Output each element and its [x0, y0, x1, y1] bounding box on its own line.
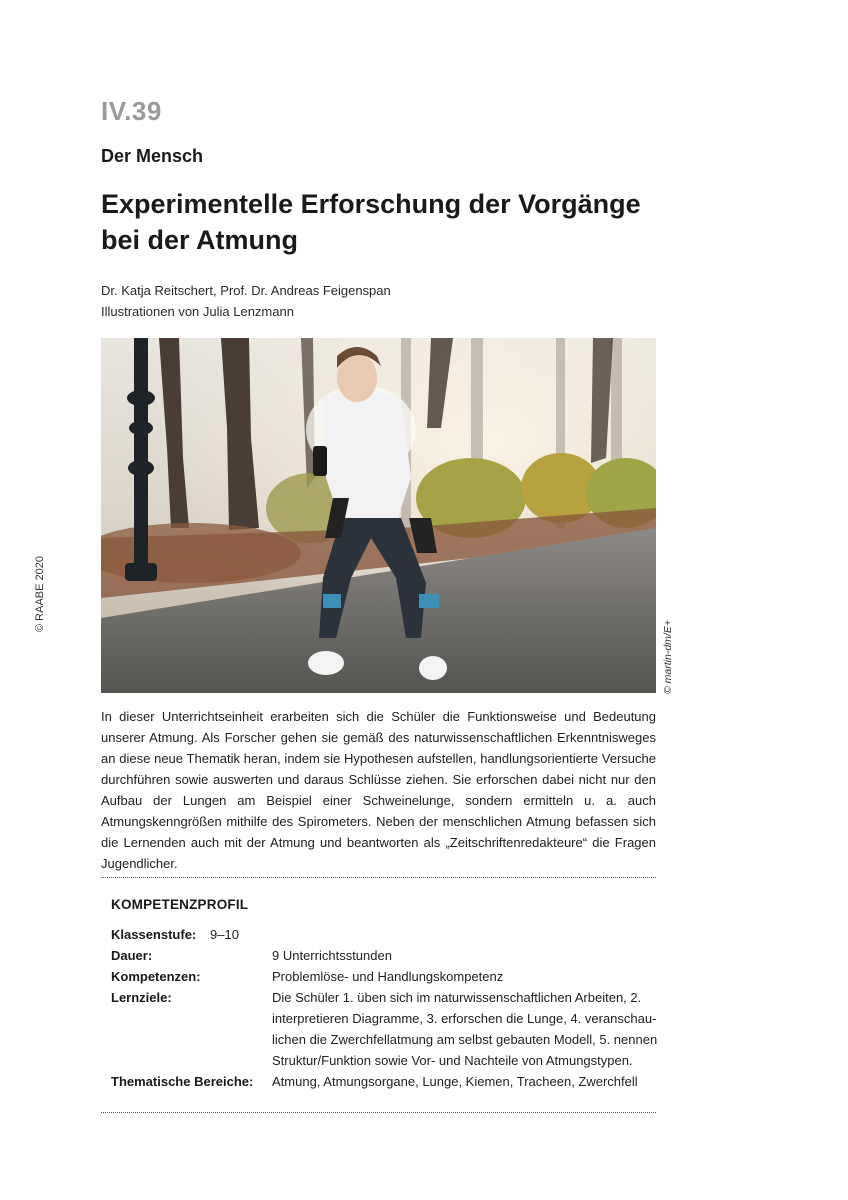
- kompetenzprofil-title: KOMPETENZPROFIL: [111, 897, 249, 912]
- klassenstufe-value: 9–10: [210, 927, 239, 942]
- lernziele-label: Lernziele:: [111, 990, 172, 1005]
- photo-credit: © martin-dm/E+: [662, 620, 674, 694]
- divider-top: [101, 877, 656, 878]
- title-line-2: bei der Atmung: [101, 225, 299, 255]
- lernziele-line: Die Schüler 1. üben sich im naturwissenschaftlichen Arbeiten, 2.: [272, 990, 642, 1005]
- divider-bottom: [101, 1112, 656, 1113]
- lernziele-line: interpretieren Diagramme, 3. erforschen die Lunge, 4. veranschau-: [272, 1011, 657, 1026]
- page-title: [101, 186, 661, 258]
- kompetenzen-label: Kompetenzen:: [111, 969, 201, 984]
- bereiche-value: Atmung, Atmungsorgane, Lunge, Kiemen, Tracheen, Zwerchfell: [272, 1074, 638, 1089]
- author-block: [101, 280, 391, 322]
- klassenstufe-label: Klassenstufe:: [111, 927, 197, 942]
- illustrations-line: Illustrationen von Julia Lenzmann: [101, 304, 294, 319]
- lernziele-line: lichen die Zwerchfellatmung am selbst gebauten Modell, 5. nennen: [272, 1032, 658, 1047]
- cover-photo: [101, 338, 656, 693]
- dauer-value: 9 Unterrichtsstunden: [272, 948, 392, 963]
- bereiche-label: Thematische Bereiche:: [111, 1074, 254, 1089]
- intro-paragraph: In dieser Unterrichtseinheit erarbeiten sich die Schüler die Funktionsweise und Bedeutung unserer Atmung. Als Forscher gehen sie gemäß des naturwissenschaftlichen Erkenntnisweges an diese neue Thematik heran, indem sie Hypothesen aufstellen, handlungsorientierte Versuche durchführen sowie auswerten und daraus Schlüsse ziehen. Sie erforschen dabei nicht nur den Aufbau der Lungen am Beispiel einer Schweinelunge, sondern ermitteln u. a. auch Atmungskenngrößen mithilfe des Spirometers. Neben der menschlichen Atmung befassen sich die Lernenden auch mit der Atmung und beantworten als „Zeitschriftenredakteure“ die Fragen Jugendlicher.: [101, 709, 656, 871]
- category-heading: Der Mensch: [101, 146, 204, 166]
- unit-code: IV.39: [101, 96, 162, 126]
- side-copyright: © RAABE 2020: [34, 556, 46, 632]
- kompetenzen-value: Problemlöse- und Handlungskompetenz: [272, 969, 504, 984]
- title-line-1: Experimentelle Erforschung der Vorgänge: [101, 189, 641, 219]
- authors-line: Dr. Katja Reitschert, Prof. Dr. Andreas Feigenspan: [101, 283, 391, 298]
- lernziele-value: [272, 987, 657, 1071]
- dauer-label: Dauer:: [111, 948, 153, 963]
- lernziele-line: Struktur/Funktion sowie Vor- und Nachteile von Atmungstypen.: [272, 1053, 633, 1068]
